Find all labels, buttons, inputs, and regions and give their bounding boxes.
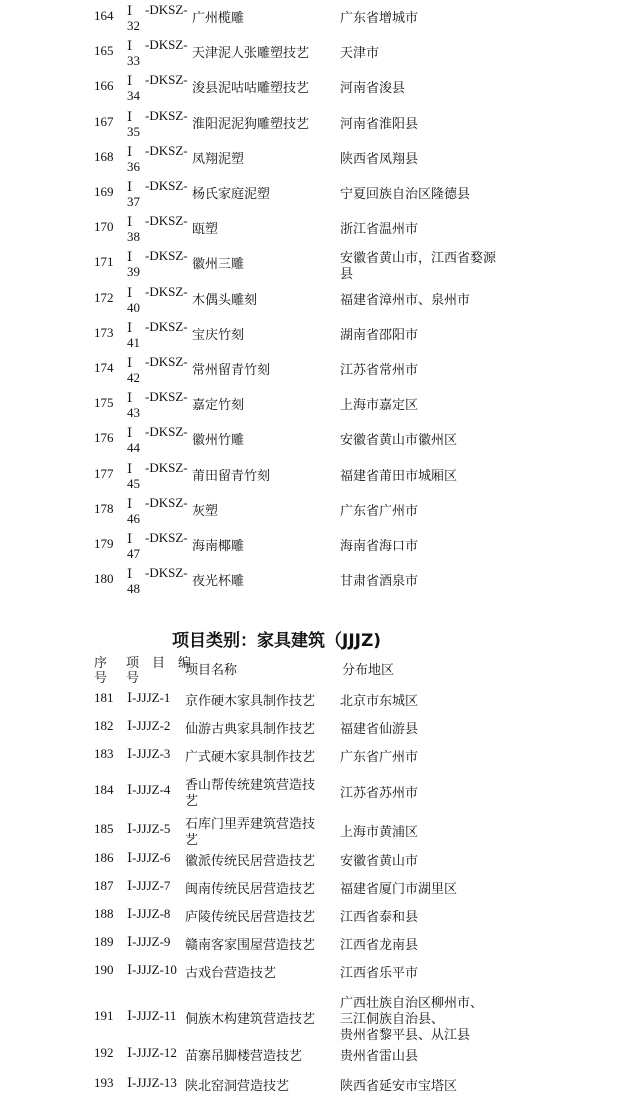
- row-code: Ⅰ-JJJZ-1: [127, 690, 171, 705]
- row-name: 庐陵传统民居营造技艺: [185, 910, 316, 925]
- row-name: 海南椰雕: [192, 539, 245, 554]
- row-name: 嘉定竹刻: [192, 398, 245, 414]
- row-code-suffix: -DKSZ-: [145, 459, 188, 475]
- row-region: 福建省仙游县: [340, 722, 419, 737]
- row-region: 福建省漳州市、泉州市: [340, 292, 471, 308]
- row-name: 天津泥人张雕塑技艺: [192, 46, 310, 62]
- row-name: 莆田留青竹刻: [192, 468, 271, 484]
- row-number: 179: [94, 536, 114, 551]
- row-name: 仙游古典家具制作技艺: [185, 722, 316, 737]
- row-region-cont-2: 贵州省黎平县、从江县: [340, 1028, 471, 1043]
- row-code-prefix: Ⅰ: [127, 355, 133, 370]
- header-region: 分布地区: [342, 663, 395, 678]
- row-region: 安徽省黄山市: [340, 854, 419, 869]
- row-name-cont: 艺: [185, 833, 199, 848]
- row-code-suffix: -DKSZ-: [145, 178, 188, 193]
- row-name: 木偶头雕刻: [192, 292, 258, 308]
- row-region: 安徽省黄山市徽州区: [340, 433, 458, 449]
- row-code-prefix: Ⅰ: [127, 38, 133, 54]
- row-region: 广东省增城市: [340, 11, 419, 26]
- row-code: Ⅰ-JJJZ-5: [127, 821, 171, 836]
- row-code-prefix: Ⅰ: [127, 3, 133, 18]
- row-region: 陕西省凤翔县: [340, 151, 419, 167]
- row-region: 安徽省黄山市，江西省婺源: [340, 251, 497, 267]
- row-region: 江苏省苏州市: [340, 786, 419, 801]
- row-region: 浙江省温州市: [340, 222, 419, 238]
- row-region: 北京市东城区: [340, 694, 419, 709]
- row-region: 湖南省邵阳市: [340, 327, 419, 343]
- row-code: Ⅰ-JJJZ-6: [127, 850, 171, 865]
- row-code: Ⅰ-JJJZ-11: [127, 1008, 177, 1023]
- row-code: Ⅰ-JJJZ-2: [127, 718, 171, 733]
- row-region: 福建省莆田市城厢区: [340, 468, 458, 484]
- row-number: 193: [94, 1075, 114, 1090]
- row-name: 夜光杯雕: [192, 574, 245, 590]
- row-number: 172: [94, 289, 114, 305]
- row-code-prefix: Ⅰ: [127, 460, 133, 476]
- row-code-suffix: -DKSZ-: [145, 37, 188, 53]
- row-number: 176: [94, 430, 114, 446]
- header-serial-2: 号: [94, 671, 108, 686]
- row-region: 广东省广州市: [340, 503, 419, 519]
- row-code-suffix: -DKSZ-: [145, 354, 188, 369]
- row-number: 187: [94, 878, 114, 893]
- row-name: 瓯塑: [192, 222, 219, 238]
- row-region: 河南省浚县: [340, 81, 406, 97]
- row-region: 上海市黄浦区: [340, 825, 419, 840]
- row-region: 江苏省常州市: [340, 363, 419, 378]
- row-name: 广州榄雕: [192, 11, 245, 26]
- row-region-cont: 县: [340, 267, 354, 283]
- row-code-sub: 41: [127, 334, 140, 350]
- row-name: 赣南客家围屋营造技艺: [185, 938, 316, 953]
- row-code-suffix: -DKSZ-: [145, 213, 188, 229]
- row-code-prefix: Ⅰ: [127, 143, 133, 159]
- row-region: 甘肃省酒泉市: [340, 574, 419, 590]
- row-code-sub: 32: [127, 18, 140, 33]
- row-code-sub: 44: [127, 440, 140, 456]
- row-number: 169: [94, 184, 114, 199]
- row-name: 陕北窑洞营造技艺: [185, 1079, 290, 1094]
- row-region: 福建省厦门市湖里区: [340, 882, 458, 897]
- row-name: 徽州三雕: [192, 257, 245, 273]
- row-code-prefix: Ⅰ: [127, 390, 133, 406]
- row-code-suffix: -DKSZ-: [145, 389, 188, 405]
- row-number: 180: [94, 571, 114, 587]
- row-code-suffix: -DKSZ-: [145, 142, 188, 158]
- row-code-suffix: -DKSZ-: [145, 72, 188, 88]
- row-code-sub: 40: [127, 299, 140, 315]
- row-region: 江西省乐平市: [340, 966, 419, 981]
- row-code: Ⅰ-JJJZ-4: [127, 782, 171, 797]
- row-code-prefix: Ⅰ: [127, 566, 133, 582]
- row-code-sub: 37: [127, 194, 140, 209]
- row-number: 167: [94, 113, 114, 129]
- row-code-prefix: Ⅰ: [127, 284, 133, 300]
- row-number: 185: [94, 821, 114, 836]
- row-name: 石库门里弄建筑营造技: [185, 817, 316, 832]
- row-code: Ⅰ-JJJZ-7: [127, 878, 171, 893]
- row-region: 江西省龙南县: [340, 938, 419, 953]
- row-code-suffix: -DKSZ-: [145, 424, 188, 440]
- header-code-2: 号: [126, 671, 140, 686]
- row-name: 闽南传统民居营造技艺: [185, 882, 316, 897]
- row-region: 江西省泰和县: [340, 910, 419, 925]
- row-number: 188: [94, 906, 114, 921]
- row-name: 苗寨吊脚楼营造技艺: [185, 1049, 303, 1064]
- row-code: Ⅰ-JJJZ-12: [127, 1045, 177, 1060]
- row-region: 广东省广州市: [340, 750, 419, 765]
- row-number: 191: [94, 1008, 114, 1023]
- row-code-sub: 48: [127, 581, 140, 597]
- row-code-prefix: Ⅰ: [127, 73, 133, 89]
- header-code: 项 目 编: [126, 656, 192, 671]
- row-code-sub: 38: [127, 229, 140, 245]
- row-name: 京作硬木家具制作技艺: [185, 694, 316, 709]
- row-code-suffix: -DKSZ-: [145, 494, 188, 510]
- row-number: 164: [94, 8, 114, 23]
- row-code: Ⅰ-JJJZ-3: [127, 746, 171, 761]
- row-code-sub: 45: [127, 475, 140, 491]
- row-code-prefix: Ⅰ: [127, 249, 133, 265]
- row-name: 杨氏家庭泥塑: [192, 187, 271, 202]
- row-code-prefix: Ⅰ: [127, 495, 133, 511]
- row-name-cont: 艺: [185, 794, 199, 809]
- row-code-sub: 39: [127, 264, 140, 280]
- row-region: 天津市: [340, 46, 380, 62]
- row-code: Ⅰ-JJJZ-8: [127, 906, 171, 921]
- row-code-suffix: -DKSZ-: [145, 283, 188, 299]
- row-name: 广式硬木家具制作技艺: [185, 750, 316, 765]
- row-region-cont: 三江侗族自治县、: [340, 1012, 445, 1027]
- row-name: 宝庆竹刻: [192, 327, 245, 343]
- row-code-suffix: -DKSZ-: [145, 248, 188, 264]
- row-number: 186: [94, 850, 114, 865]
- row-code-sub: 36: [127, 158, 140, 174]
- row-region: 河南省淮阳县: [340, 116, 419, 132]
- row-name: 淮阳泥泥狗雕塑技艺: [192, 116, 310, 132]
- row-name: 徽州竹雕: [192, 433, 245, 449]
- row-number: 181: [94, 690, 114, 705]
- row-number: 184: [94, 782, 114, 797]
- row-number: 175: [94, 395, 114, 411]
- row-number: 173: [94, 324, 114, 340]
- row-number: 166: [94, 78, 114, 94]
- row-number: 171: [94, 254, 114, 270]
- row-code-suffix: -DKSZ-: [145, 565, 188, 581]
- row-region: 广西壮族自治区柳州市、: [340, 996, 484, 1011]
- row-code-sub: 43: [127, 405, 140, 421]
- row-number: 190: [94, 962, 114, 977]
- section-title: 项目类别：家具建筑（JJJZ): [172, 631, 382, 651]
- row-code: Ⅰ-JJJZ-13: [127, 1075, 177, 1090]
- row-name: 浚县泥咕咕雕塑技艺: [192, 81, 310, 97]
- row-name: 侗族木构建筑营造技艺: [185, 1012, 316, 1027]
- row-name: 灰塑: [192, 503, 219, 519]
- row-code-sub: 34: [127, 88, 140, 104]
- row-code-prefix: Ⅰ: [127, 319, 133, 335]
- row-code-prefix: Ⅰ: [127, 531, 133, 546]
- row-region: 宁夏回族自治区隆德县: [340, 187, 471, 202]
- row-code-sub: 35: [127, 123, 140, 139]
- row-code-suffix: -DKSZ-: [145, 2, 188, 17]
- row-number: 177: [94, 465, 114, 481]
- row-code-sub: 47: [127, 546, 140, 561]
- row-code-sub: 33: [127, 53, 140, 69]
- row-code-suffix: -DKSZ-: [145, 107, 188, 123]
- row-name: 凤翔泥塑: [192, 151, 245, 167]
- row-code-prefix: Ⅰ: [127, 425, 133, 441]
- row-region: 贵州省雷山县: [340, 1049, 419, 1064]
- row-name: 常州留青竹刻: [192, 363, 271, 378]
- row-code-suffix: -DKSZ-: [145, 530, 188, 545]
- row-number: 183: [94, 746, 114, 761]
- row-code: Ⅰ-JJJZ-9: [127, 934, 171, 949]
- row-number: 189: [94, 934, 114, 949]
- row-number: 178: [94, 500, 114, 516]
- row-code: Ⅰ-JJJZ-10: [127, 962, 177, 977]
- row-region: 海南省海口市: [340, 539, 419, 554]
- row-code-prefix: Ⅰ: [127, 108, 133, 124]
- header-serial: 序: [94, 656, 108, 671]
- row-number: 168: [94, 148, 114, 164]
- row-code-sub: 42: [127, 370, 140, 385]
- row-number: 174: [94, 360, 114, 375]
- row-number: 182: [94, 718, 114, 733]
- row-code-prefix: Ⅰ: [127, 179, 133, 194]
- row-code-prefix: Ⅰ: [127, 214, 133, 230]
- row-number: 192: [94, 1045, 114, 1060]
- row-name: 古戏台营造技艺: [185, 966, 277, 981]
- row-number: 170: [94, 219, 114, 235]
- row-region: 陕西省延安市宝塔区: [340, 1079, 458, 1094]
- row-number: 165: [94, 43, 114, 59]
- row-code-suffix: -DKSZ-: [145, 318, 188, 334]
- row-code-sub: 46: [127, 510, 140, 526]
- row-region: 上海市嘉定区: [340, 398, 419, 414]
- header-name: 项目名称: [185, 663, 238, 678]
- row-name: 徽派传统民居营造技艺: [185, 854, 316, 869]
- row-name: 香山帮传统建筑营造技: [185, 778, 316, 793]
